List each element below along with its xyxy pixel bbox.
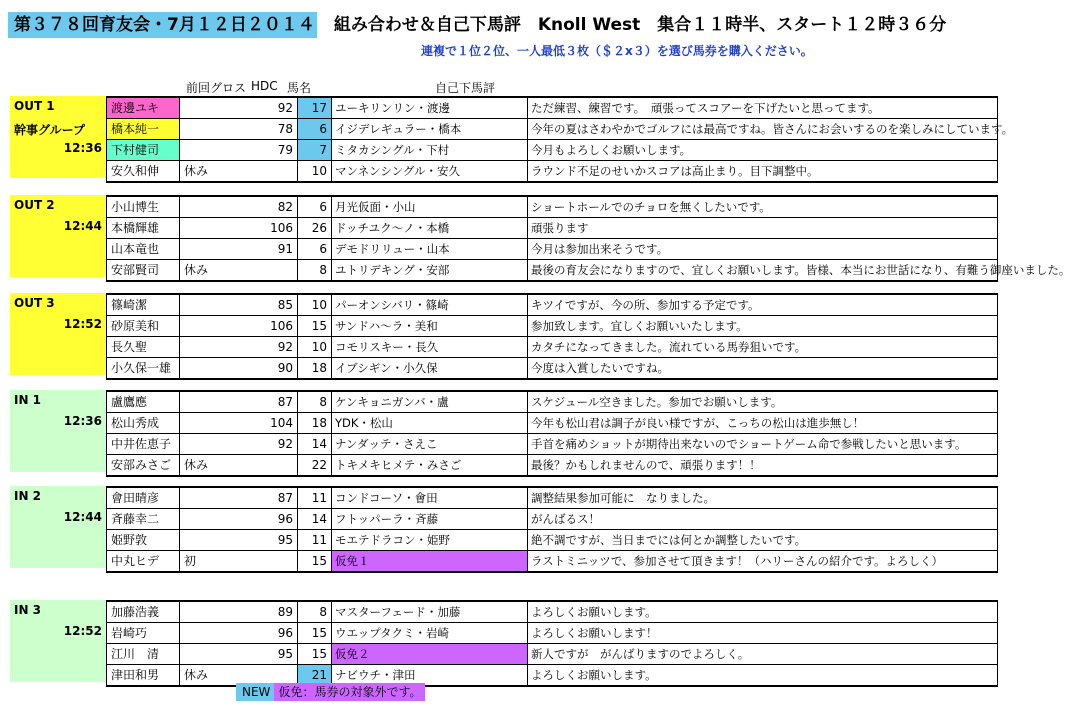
horse-name: フトッパーラ・斉藤	[332, 509, 528, 529]
horse-name: マスターフェード・加藤	[332, 602, 528, 622]
player-note: 休み	[184, 164, 209, 178]
horse-name: ケンキョニガンバ・盧	[332, 392, 528, 412]
previous-gross: 89	[248, 602, 298, 622]
table-row	[107, 98, 997, 119]
group-start-time: 12:36	[63, 414, 102, 428]
previous-gross: 87	[248, 392, 298, 412]
table-row	[107, 239, 997, 260]
player-note: 休み	[184, 458, 209, 472]
column-header-comment: 自己下馬評	[435, 81, 496, 95]
previous-gross: 92	[248, 98, 298, 118]
group-3	[10, 390, 998, 474]
previous-gross: 79	[248, 140, 298, 160]
player-name: 砂原美和	[107, 316, 180, 336]
self-assessment: 頑張ります	[531, 221, 589, 235]
horse-name: トキメキヒメテ・みさご	[332, 455, 528, 475]
new-label: NEW	[236, 683, 274, 701]
previous-gross: 104	[248, 413, 298, 433]
self-assessment: がんばるス！	[531, 512, 600, 526]
group-start-time: 12:52	[63, 624, 102, 638]
player-name: 小久保一雄	[107, 358, 180, 378]
table-row	[107, 644, 997, 665]
table-row	[107, 161, 997, 181]
group-table	[106, 195, 1070, 282]
player-note: 休み	[184, 668, 209, 682]
player-name: 下村健司	[107, 140, 180, 160]
player-name: 津田和男	[107, 665, 180, 685]
table-row	[107, 413, 997, 434]
handicap: 10	[298, 295, 332, 315]
player-note	[180, 530, 248, 550]
table-row	[107, 337, 997, 358]
handicap: 14	[298, 434, 332, 454]
player-note: 初	[184, 554, 197, 568]
player-name: 加藤浩義	[107, 602, 180, 622]
self-assessment: 新人ですが がんばりますのでよろしく。	[531, 647, 750, 661]
group-label-block	[10, 486, 106, 568]
title-rest: 組み合わせ＆自己下馬評 Knoll West 集合１１時半、スタート１２時３６分	[316, 15, 947, 35]
self-assessment: キツイですが、今の所、参加する予定です。	[531, 298, 760, 312]
group-start-time: 12:44	[63, 510, 102, 524]
handicap: 11	[298, 530, 332, 550]
player-note	[180, 140, 248, 160]
handicap: 14	[298, 509, 332, 529]
column-header-horse: 馬名	[287, 81, 312, 95]
horse-name: サンドハ〜ラ・美和	[332, 316, 528, 336]
previous-gross: 106	[248, 218, 298, 238]
player-note	[180, 434, 248, 454]
handicap: 6	[298, 239, 332, 259]
player-note	[180, 218, 248, 238]
group-table	[106, 293, 998, 380]
self-assessment: よろしくお願いします！	[531, 626, 658, 640]
new-legend	[236, 683, 424, 701]
player-note	[180, 295, 248, 315]
table-row	[107, 119, 1014, 140]
player-name: 安部みさご	[107, 455, 180, 475]
table-row	[107, 530, 997, 551]
player-name: 渡邊ユキ	[107, 98, 180, 118]
table-row	[107, 551, 997, 571]
self-assessment: 手首を痛めショットが期待出来ないのでショートゲーム命で参戦したいと思います。	[531, 437, 967, 451]
self-assessment: よろしくお願いします。	[531, 668, 657, 682]
player-name: 中丸ヒデ	[107, 551, 180, 571]
column-header-gross: 前回グロス	[186, 81, 247, 95]
horse-name: ナンダッテ・さえこ	[332, 434, 528, 454]
horse-name: 仮免１	[332, 551, 528, 571]
previous-gross: 96	[248, 623, 298, 643]
player-name: 會田晴彦	[107, 488, 180, 508]
self-assessment: 今度は入賞したいですね。	[531, 361, 669, 375]
player-name: 安部賢司	[107, 260, 180, 280]
table-row	[107, 140, 997, 161]
horse-name: ミタカシングル・下村	[332, 140, 528, 160]
player-note	[180, 644, 248, 664]
previous-gross: 85	[248, 295, 298, 315]
handicap: 10	[298, 337, 332, 357]
horse-name: モエテドラコン・姫野	[332, 530, 528, 550]
previous-gross	[248, 455, 298, 475]
handicap: 15	[298, 551, 332, 571]
new-text: 仮免：馬券の対象外です。	[274, 683, 425, 701]
group-0	[10, 96, 1014, 180]
group-start-time: 12:36	[63, 141, 102, 155]
player-name: 斉藤幸二	[107, 509, 180, 529]
table-row	[107, 218, 997, 239]
group-5	[10, 600, 998, 684]
player-note	[180, 392, 248, 412]
previous-gross: 87	[248, 488, 298, 508]
player-name: 山本竜也	[107, 239, 180, 259]
player-note	[180, 358, 248, 378]
player-name: 中井佐恵子	[107, 434, 180, 454]
player-note	[180, 239, 248, 259]
group-1	[10, 195, 1070, 279]
player-name: 橋本純一	[107, 119, 180, 139]
handicap: 15	[298, 316, 332, 336]
previous-gross	[248, 260, 298, 280]
self-assessment: 絶不調ですが、当日までには何とか調整したいです。	[531, 533, 807, 547]
horse-name: デモドリリュー・山本	[332, 239, 528, 259]
handicap: 26	[298, 218, 332, 238]
handicap: 22	[298, 455, 332, 475]
player-name: 本橋輝雄	[107, 218, 180, 238]
player-name: 小山博生	[107, 197, 180, 217]
handicap: 8	[298, 392, 332, 412]
group-label: OUT 1	[14, 99, 55, 113]
previous-gross: 92	[248, 337, 298, 357]
previous-gross: 95	[248, 530, 298, 550]
group-sublabel: 幹事グループ	[14, 123, 86, 137]
group-label: OUT 3	[14, 296, 55, 310]
group-2	[10, 293, 998, 377]
self-assessment: 今年も松山君は調子が良い様ですが、こっちの松山は進歩無し！	[531, 416, 865, 430]
group-label-block	[10, 293, 106, 375]
table-row	[107, 358, 997, 378]
player-name: 松山秀成	[107, 413, 180, 433]
horse-name: ユーキリンリン・渡邊	[332, 98, 528, 118]
handicap: 15	[298, 644, 332, 664]
handicap: 8	[298, 602, 332, 622]
self-assessment: よろしくお願いします。	[531, 605, 657, 619]
player-name: 岩崎巧	[107, 623, 180, 643]
player-note	[180, 197, 248, 217]
previous-gross: 106	[248, 316, 298, 336]
self-assessment: 参加致します。宜しくお願いいたします。	[531, 319, 748, 333]
horse-name: パーオンシバリ・篠崎	[332, 295, 528, 315]
table-row	[107, 665, 997, 685]
group-start-time: 12:44	[63, 219, 102, 233]
self-assessment: 今月もよろしくお願いします。	[531, 143, 692, 157]
self-assessment: 今年の夏はさわやかでゴルフには最高ですね。皆さんにお会いするのを楽しみにしています。	[531, 122, 1014, 136]
player-note	[180, 98, 248, 118]
handicap: 8	[298, 260, 332, 280]
self-assessment: ラストミニッツで、参加させて頂きます！（ハリーさんの紹介です。よろしく）	[531, 554, 944, 568]
horse-name: コモリスキー・長久	[332, 337, 528, 357]
player-note	[180, 602, 248, 622]
handicap: 21	[298, 665, 332, 685]
handicap: 7	[298, 140, 332, 160]
previous-gross: 90	[248, 358, 298, 378]
horse-name: YDK・松山	[332, 413, 528, 433]
column-header-hdc: HDC	[251, 79, 278, 93]
horse-name: コンドコーソ・會田	[332, 488, 528, 508]
player-note	[180, 337, 248, 357]
handicap: 18	[298, 358, 332, 378]
title-highlight: 第３７８回育友会・7月１２日２０１４	[8, 12, 317, 38]
group-table	[106, 600, 998, 687]
player-note	[180, 623, 248, 643]
handicap: 11	[298, 488, 332, 508]
self-assessment: ショートホールでのチョロを無くしたいです。	[531, 200, 771, 214]
table-row	[107, 197, 997, 218]
horse-name: 月光仮面・小山	[332, 197, 528, 217]
previous-gross: 91	[248, 239, 298, 259]
group-table	[106, 486, 998, 573]
handicap: 6	[298, 119, 332, 139]
player-note	[180, 119, 248, 139]
group-label: IN 2	[14, 489, 42, 503]
player-name: 長久聖	[107, 337, 180, 357]
handicap: 18	[298, 413, 332, 433]
horse-name: イブシギン・小久保	[332, 358, 528, 378]
player-name: 安久和伸	[107, 161, 180, 181]
table-row	[107, 392, 997, 413]
horse-name: ユトリデキング・安部	[332, 260, 528, 280]
player-name: 江川 清	[107, 644, 180, 664]
self-assessment: 今月は参加出来そうです。	[531, 242, 669, 256]
player-name: 盧鷹應	[107, 392, 180, 412]
horse-name: ドッチユク〜ノ・本橋	[332, 218, 528, 238]
handicap: 15	[298, 623, 332, 643]
self-assessment: 最後の育友会になりますので、宜しくお願いします。皆様、本当にお世話になり、有難う御座いました。	[531, 263, 1070, 277]
self-assessment: 調整結果参加可能に なりました。	[531, 491, 715, 505]
table-row	[107, 316, 997, 337]
player-note	[180, 509, 248, 529]
group-label-block	[10, 390, 106, 472]
self-assessment: スケジュール空きました。参加でお願いします。	[531, 395, 783, 409]
subtitle: 連複で１位２位、一人最低３枚（＄２x３）を選び馬券を購入ください。	[421, 44, 813, 58]
group-table	[106, 96, 1014, 183]
previous-gross	[248, 161, 298, 181]
group-table	[106, 390, 998, 477]
previous-gross: 95	[248, 644, 298, 664]
previous-gross: 82	[248, 197, 298, 217]
table-row	[107, 260, 1070, 280]
previous-gross: 92	[248, 434, 298, 454]
group-start-time: 12:52	[63, 317, 102, 331]
table-row	[107, 623, 997, 644]
table-row	[107, 602, 997, 623]
group-label-block	[10, 96, 106, 178]
player-note	[180, 316, 248, 336]
group-4	[10, 486, 998, 570]
page-title	[8, 12, 947, 38]
group-label: OUT 2	[14, 198, 55, 212]
self-assessment: 最後？かもしれませんので、頑張ります！！	[531, 458, 761, 472]
previous-gross	[248, 665, 298, 685]
horse-name: 仮免２	[332, 644, 528, 664]
handicap: 17	[298, 98, 332, 118]
player-note	[180, 413, 248, 433]
self-assessment: カタチになってきました。流れている馬券狙いです。	[531, 340, 807, 354]
group-label: IN 3	[14, 603, 42, 617]
group-label: IN 1	[14, 393, 42, 407]
table-row	[107, 455, 997, 475]
table-row	[107, 509, 997, 530]
horse-name: マンネンシングル・安久	[332, 161, 528, 181]
horse-name: イジデレギュラー・橋本	[332, 119, 528, 139]
table-row	[107, 434, 997, 455]
group-label-block	[10, 195, 106, 277]
self-assessment: ただ練習、練習です。 頑張ってスコアーを下げたいと思ってます。	[531, 101, 880, 115]
horse-name: ウエップタクミ・岩崎	[332, 623, 528, 643]
previous-gross: 78	[248, 119, 298, 139]
self-assessment: ラウンド不足のせいかスコアは高止まり。目下調整中。	[531, 164, 819, 178]
previous-gross: 96	[248, 509, 298, 529]
player-name: 篠崎潔	[107, 295, 180, 315]
player-name: 姫野敦	[107, 530, 180, 550]
table-row	[107, 488, 997, 509]
player-note	[180, 488, 248, 508]
previous-gross	[248, 551, 298, 571]
horse-name: ナビウチ・津田	[332, 665, 528, 685]
handicap: 6	[298, 197, 332, 217]
group-label-block	[10, 600, 106, 682]
player-note: 休み	[184, 263, 209, 277]
handicap: 10	[298, 161, 332, 181]
table-row	[107, 295, 997, 316]
